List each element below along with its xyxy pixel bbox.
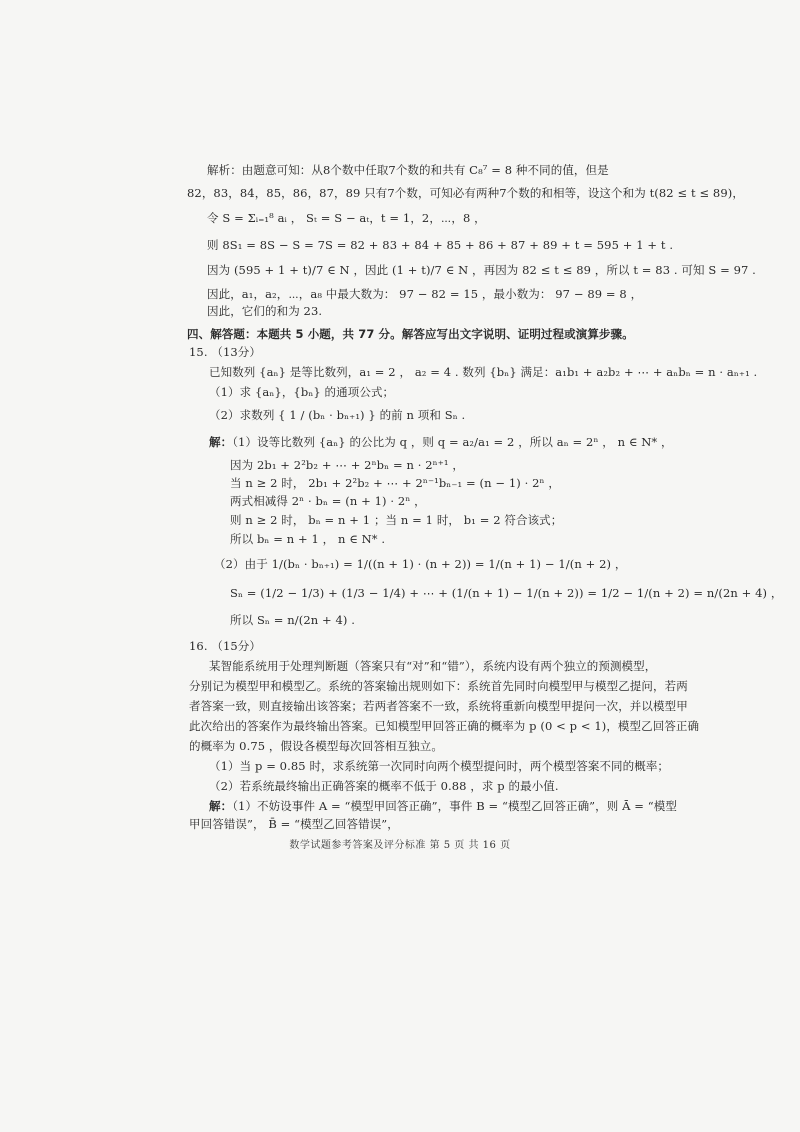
q16-stem-2: 分别记为模型甲和模型乙。系统的答案输出规则如下：系统首先同时向模型甲与模型乙提问，若两 [189, 679, 688, 693]
q16-sol-line-1: （1）不妨设事件 A = “模型甲回答正确”，事件 B = “模型乙回答正确”，则 Ā = “模型 [232, 799, 677, 813]
q15-solution-first [209, 434, 673, 450]
q15-sol-line-4: 两式相减得 2ⁿ · bₙ = (n + 1) · 2ⁿ ， [230, 494, 426, 508]
q16-stem-4: 此次给出的答案作为最终输出答案。已知模型甲回答正确的概率为 p (0 < p < 1)，模型乙回答正确 [189, 719, 700, 733]
q15-sol-line-1: （1）设等比数列 {aₙ} 的公比为 q ，则 q = a₂/a₁ = 2 ，所以 aₙ = 2ⁿ ， n ∈ N* ， [232, 435, 673, 449]
q15-number: 15. （13分） [189, 345, 261, 359]
explanation-line-6: 因此，a₁，a₂，⋯，a₈ 中最大数为： 97 − 82 = 15 ，最小数为： 97 − 89 = 8 ， [207, 287, 643, 301]
explanation-line-7: 因此，它们的和为 23. [207, 304, 323, 318]
q15-sol-line-8: Sₙ = (1/2 − 1/3) + (1/3 − 1/4) + ⋯ + (1/(n + 1) − 1/(n + 2)) = 1/2 − 1/(n + 2) = n/(2n + 4) ， [230, 586, 783, 600]
explanation-line-4: 则 8S₁ = 8S − S = 7S = 82 + 83 + 84 + 85 + 86 + 87 + 89 + t = 595 + 1 + t . [207, 238, 674, 252]
q16-part2: （2）若系统最终输出正确答案的概率不低于 0.88 ，求 p 的最小值. [209, 779, 559, 793]
q16-solution-first [209, 798, 677, 814]
q16-number: 16. （15分） [189, 639, 261, 653]
q16-stem-5: 的概率为 0.75 ，假设各模型每次回答相互独立。 [189, 739, 443, 753]
q16-stem-3: 者答案一致，则直接输出该答案；若两者答案不一致，系统将重新向模型甲提问一次，并以模型甲 [189, 699, 688, 713]
q15-sol-line-5: 则 n ≥ 2 时， bₙ = n + 1 ；当 n = 1 时， b₁ = 2 符合该式； [230, 513, 563, 527]
q16-part1: （1）当 p = 0.85 时，求系统第一次同时向两个模型提问时，两个模型答案不同的概率； [209, 759, 670, 773]
q15-solution-label: 解： [209, 435, 233, 449]
q15-sol-line-7: （2）由于 1/(bₙ · bₙ₊₁) = 1/((n + 1) · (n + 2)) = 1/(n + 1) − 1/(n + 2) ， [214, 557, 627, 571]
explanation-line-3: 令 S = Σᵢ₌₁⁸ aᵢ ， Sₜ = S − aₜ，t = 1，2，⋯，8 ， [207, 211, 486, 225]
q15-sol-line-3: 当 n ≥ 2 时， 2b₁ + 2²b₂ + ⋯ + 2ⁿ⁻¹bₙ₋₁ = (n − 1) · 2ⁿ ， [230, 476, 560, 490]
q15-sol-line-2: 因为 2b₁ + 2²b₂ + ⋯ + 2ⁿbₙ = n · 2ⁿ⁺¹ ， [230, 458, 464, 472]
explanation-line-1: 解析：由题意可知：从8个数中任取7个数的和共有 C₈⁷ = 8 种不同的值，但是 [207, 163, 609, 177]
explanation-line-5: 因为 (595 + 1 + t)/7 ∈ N ，因此 (1 + t)/7 ∈ N ，再因为 82 ≤ t ≤ 89 ，所以 t = 83 . 可知 S = 97 . [207, 263, 756, 277]
q16-solution-label: 解： [209, 799, 233, 813]
q15-part2: （2）求数列 { 1 / (bₙ · bₙ₊₁) } 的前 n 项和 Sₙ . [209, 408, 466, 422]
q16-stem-1: 某智能系统用于处理判断题（答案只有“对”和“错”），系统内设有两个独立的预测模型， [209, 659, 657, 673]
q15-stem: 已知数列 {aₙ} 是等比数列，a₁ = 2 ， a₂ = 4 . 数列 {bₙ} 满足：a₁b₁ + a₂b₂ + ⋯ + aₙbₙ = n · aₙ₊₁ . [209, 365, 758, 379]
q16-sol-line-2: 甲回答错误”， B̄ = “模型乙回答错误”， [189, 817, 399, 831]
explanation-line-2: 82，83，84，85，86，87，89 只有7个数，可知必有两种7个数的和相等，设这个和为 t(82 ≤ t ≤ 89)， [187, 186, 744, 200]
q15-sol-line-6: 所以 bₙ = n + 1 ， n ∈ N* . [230, 532, 386, 546]
section-heading: 四、解答题：本题共 5 小题，共 77 分。解答应写出文字说明、证明过程或演算步骤。 [187, 327, 634, 341]
q15-part1: （1）求 {aₙ}，{bₙ} 的通项公式； [209, 385, 395, 399]
page-footer: 数学试题参考答案及评分标准 第 5 页 共 16 页 [289, 840, 511, 851]
q15-sol-line-9: 所以 Sₙ = n/(2n + 4) . [230, 613, 356, 627]
